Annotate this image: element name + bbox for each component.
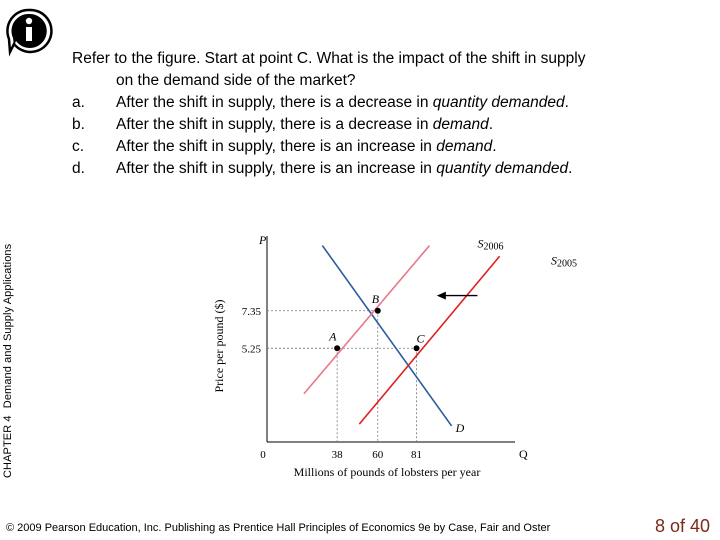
label-supply-2006: S2006 (477, 236, 504, 253)
question-block (72, 48, 702, 180)
x-axis-symbol: Q (519, 447, 528, 461)
label-supply-2005: S2005 (551, 253, 577, 270)
option-label: a. (72, 94, 85, 111)
y-axis-title: Price per pound ($) (212, 299, 226, 393)
curve-s2006 (304, 246, 430, 394)
point-label-c: C (416, 331, 425, 346)
option-text: After the shift in supply, there is a decrease in (116, 116, 433, 133)
y-tick-label: 7.35 (241, 305, 261, 318)
copyright-footer: © 2009 Pearson Education, Inc. Publishing as Prentice Hall Principles of Economics 9e by Case, Fair and Oster (6, 522, 551, 534)
chapter-caption (2, 188, 20, 478)
y-tick-label: 5.25 (241, 343, 261, 356)
shift-arrow-head (437, 292, 446, 300)
x-tick-label: 81 (411, 449, 423, 461)
chapter-label: CHAPTER 4 (2, 415, 14, 478)
option-suffix: . (564, 94, 569, 111)
point-c (414, 345, 420, 351)
option-suffix: . (568, 160, 573, 177)
point-label-a: A (329, 329, 337, 344)
question-stem-line2: on the demand side of the market? (116, 72, 356, 89)
x-tick-label: 38 (331, 449, 343, 461)
info-logo-icon (6, 8, 52, 54)
option-suffix: . (488, 116, 494, 133)
question-stem (72, 48, 702, 92)
supply-demand-chart (205, 228, 577, 486)
option-c[interactable] (72, 136, 702, 158)
option-term: demand (436, 138, 493, 155)
x-tick-label: 60 (372, 449, 384, 461)
option-label: d. (72, 160, 85, 177)
y-axis-symbol: P (259, 233, 267, 247)
option-d[interactable] (72, 158, 702, 180)
option-label: c. (72, 138, 85, 155)
page-number: 8 of 40 (654, 516, 710, 536)
option-a[interactable] (72, 92, 702, 114)
point-b (375, 308, 381, 314)
point-label-b: B (371, 291, 380, 306)
option-text: After the shift in supply, there is an increase in (116, 160, 437, 177)
question-stem-line1: Refer to the figure. Start at point C. What is the impact of the shift in supply (72, 50, 586, 67)
curve-s2005 (359, 256, 499, 424)
point-a (334, 345, 340, 351)
option-term: quantity demanded (432, 94, 565, 111)
origin-label: 0 (260, 449, 266, 461)
option-term: demand (432, 116, 489, 133)
option-text: After the shift in supply, there is an increase in (116, 138, 437, 155)
chapter-title: Demand and Supply Applications (2, 243, 14, 409)
x-axis-title: Millions of pounds of lobsters per year (293, 465, 481, 479)
option-label: b. (72, 116, 85, 133)
option-b[interactable] (72, 114, 702, 136)
label-demand: D (455, 420, 465, 435)
option-term: quantity demanded (436, 160, 569, 177)
option-suffix: . (492, 138, 497, 155)
option-text: After the shift in supply, there is a decrease in (116, 94, 433, 111)
